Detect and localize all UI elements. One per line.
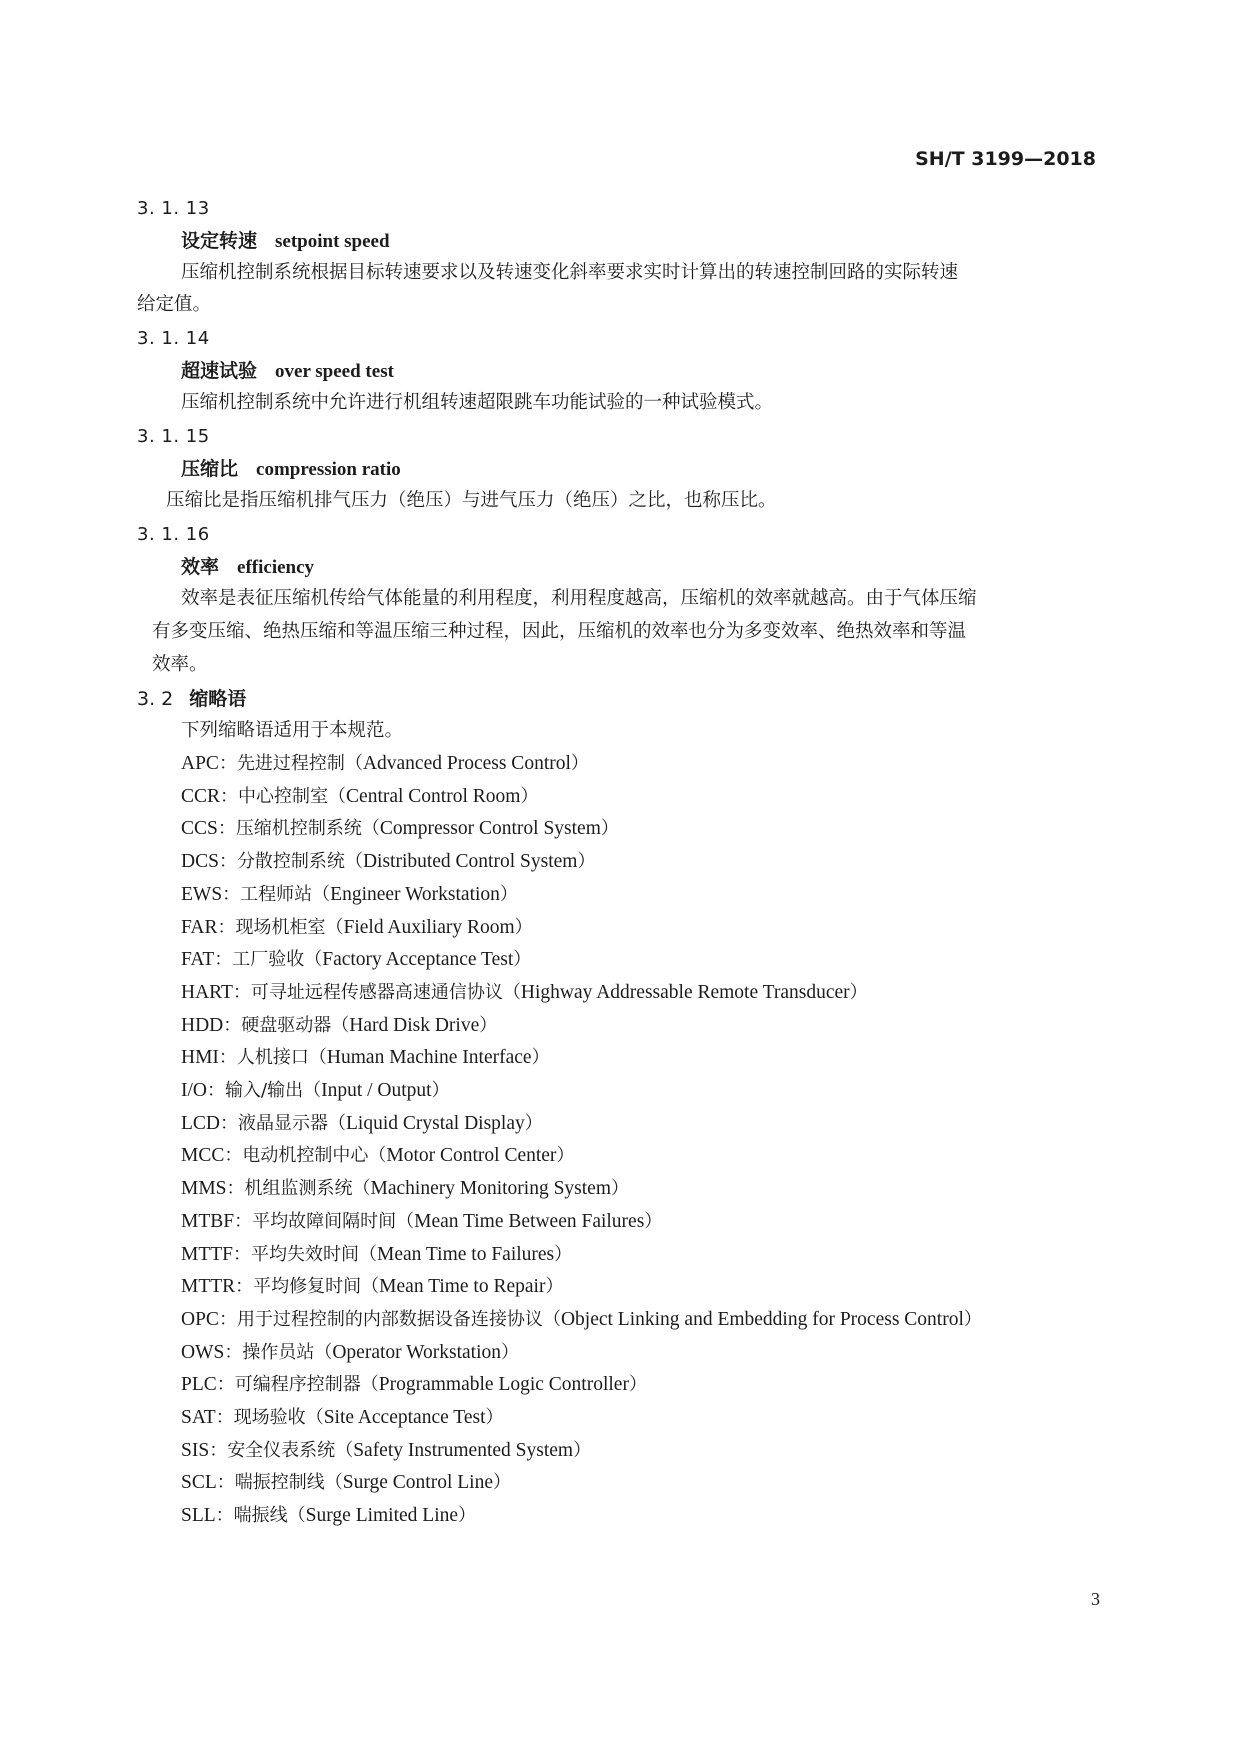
abbreviation-chinese: 现场验收 [233,1407,306,1428]
open-paren: （ [305,1407,324,1428]
abbreviation-entry [181,1114,543,1134]
open-paren: （ [361,1276,380,1297]
open-paren: （ [335,1440,354,1461]
abbreviation-chinese: 可寻址远程传感器高速通信协议 [250,982,503,1003]
abbreviation-code: PLC [181,1374,217,1395]
abbreviation-english: Operator Workstation [332,1342,501,1363]
close-paren: ） [611,1178,630,1199]
abbreviation-code: FAR [181,917,218,938]
close-paren: ） [600,818,619,839]
open-paren: （ [361,818,380,839]
close-paren: ） [531,1047,550,1068]
abbreviation-entry [181,1179,629,1199]
abbreviation-english: Mean Time Between Failures [414,1211,645,1232]
close-paren: ） [431,1080,450,1101]
abbreviation-chinese: 工程师站 [240,884,313,905]
abbreviation-chinese: 中心控制室 [238,786,329,807]
abbreviation-chinese: 平均失效时间 [251,1244,360,1265]
close-paren: ） [577,851,596,872]
close-paren: ） [644,1211,663,1232]
abbreviation-entry [181,1408,504,1428]
abbreviation-chinese: 硬盘驱动器 [241,1015,332,1036]
abbreviation-entry [181,1343,519,1363]
open-paren: （ [542,1309,561,1330]
close-paren: ） [628,1374,647,1395]
close-paren: ） [554,1244,573,1265]
close-paren: ） [570,753,589,774]
definition-line: 给定值。 [137,294,212,315]
abbreviation-english: Object Linking and Embedding for Process Control [560,1309,964,1330]
open-paren: （ [352,1178,371,1199]
term-chinese: 效率 [181,556,220,578]
open-paren: （ [359,1244,378,1265]
abbreviation-english: Surge Control Line [342,1472,493,1493]
abbreviation-english: Factory Acceptance Test [322,949,514,970]
colon-separator: ： [209,1440,228,1461]
abbreviation-english: Field Auxiliary Room [343,917,515,938]
abbreviation-code: SCL [181,1472,217,1493]
close-paren: ） [492,1472,511,1493]
abbreviation-chinese: 输入/输出 [225,1080,304,1101]
close-paren: ） [514,917,533,938]
colon-separator: ： [216,1374,235,1395]
colon-separator: ： [218,1047,237,1068]
standard-code: SH/T 3199—2018 [915,148,1096,170]
abbreviation-english: Central Control Room [346,786,521,807]
open-paren: （ [344,753,363,774]
abbreviation-code: MTTR [181,1276,236,1297]
abbreviation-chinese: 可编程序控制器 [234,1374,361,1395]
close-paren: ） [501,1342,519,1363]
open-paren: （ [502,982,521,1003]
abbreviation-code: CCR [181,786,221,807]
abbreviation-english: Site Acceptance Test [323,1407,486,1428]
open-paren: （ [328,1113,346,1134]
abbreviation-chinese: 平均修复时间 [253,1276,362,1297]
open-paren: （ [368,1145,387,1166]
abbreviation-entry [181,1441,591,1461]
section-intro: 下列缩略语适用于本规范。 [181,720,404,741]
abbreviation-chinese: 电动机控制中心 [242,1145,369,1166]
abbreviation-code: EWS [181,884,223,905]
colon-separator: ： [224,1145,243,1166]
close-paren: ） [524,1113,543,1134]
abbreviation-entry [181,852,595,872]
definition-line: 效率是表征压缩机传给气体能量的利用程度，利用程度越高，压缩机的效率就越高。由于气体压缩 [181,588,977,609]
colon-separator: ： [235,1276,254,1297]
abbreviation-chinese: 操作员站 [242,1342,315,1363]
term-chinese: 超速试验 [181,360,258,382]
abbreviation-chinese: 平均故障间隔时间 [252,1211,397,1232]
abbreviation-code: DCS [181,851,219,872]
close-paren: ） [963,1309,982,1330]
colon-separator: ： [218,1309,237,1330]
abbreviation-chinese: 现场机柜室 [235,917,326,938]
clause-number: 3. 1. 14 [137,328,210,349]
open-paren: （ [331,1015,350,1036]
abbreviation-chinese: 用于过程控制的内部数据设备连接协议 [236,1309,543,1330]
abbreviation-code: HDD [181,1015,224,1036]
definition-line: 有多变压缩、绝热压缩和等温压缩三种过程，因此，压缩机的效率也分为多变效率、绝热效率和等温 [152,621,967,642]
abbreviation-english: Mean Time to Failures [377,1244,555,1265]
abbreviation-entry [181,819,619,839]
abbreviation-entry [181,1212,662,1232]
abbreviation-english: Surge Limited Line [305,1505,459,1526]
abbreviation-english: Machinery Monitoring System [370,1178,612,1199]
abbreviation-chinese: 先进过程控制 [236,753,345,774]
term-heading [181,558,314,577]
close-paren: ） [573,1440,592,1461]
abbreviation-chinese: 工厂验收 [232,949,305,970]
colon-separator: ： [220,1113,238,1134]
abbreviation-code: MCC [181,1145,225,1166]
definition-line: 压缩机控制系统中允许进行机组转速超限跳车功能试验的一种试验模式。 [181,392,774,413]
term-heading [181,232,390,251]
abbreviation-code: I/O [181,1080,207,1101]
colon-separator: ： [215,1505,234,1526]
clause-number: 3. 1. 16 [137,524,210,545]
colon-separator: ： [226,1178,245,1199]
abbreviation-entry [181,1081,450,1101]
abbreviation-english: Advanced Process Control [362,753,571,774]
abbreviation-code: LCD [181,1113,220,1134]
close-paren: ） [513,949,532,970]
definition-line: 效率。 [152,654,208,675]
abbreviation-chinese: 液晶显示器 [238,1113,328,1134]
abbreviation-chinese: 压缩机控制系统 [235,818,362,839]
abbreviation-entry [181,787,538,807]
abbreviation-code: MTTF [181,1244,234,1265]
abbreviation-entry [181,1146,574,1166]
open-paren: （ [396,1211,415,1232]
abbreviation-english: Distributed Control System [362,851,578,872]
abbreviation-code: HART [181,982,233,1003]
colon-separator: ： [216,1472,235,1493]
term-chinese: 压缩比 [181,458,239,480]
colon-separator: ： [217,917,236,938]
abbreviation-code: SAT [181,1407,216,1428]
abbreviation-code: HMI [181,1047,219,1068]
close-paren: ） [545,1276,564,1297]
abbreviation-entry [181,983,868,1003]
term-english: over speed test [275,361,394,382]
colon-separator: ： [222,884,241,905]
abbreviation-entry [181,1506,476,1526]
term-heading [181,362,394,381]
abbreviation-english: Programmable Logic Controller [378,1374,629,1395]
open-paren: （ [308,1047,327,1068]
colon-separator: ： [218,753,237,774]
abbreviation-chinese: 人机接口 [236,1047,309,1068]
open-paren: （ [312,884,331,905]
abbreviation-entry [181,1048,550,1068]
colon-separator: ： [220,786,239,807]
close-paren: ） [849,982,868,1003]
close-paren: ） [485,1407,504,1428]
clause-number: 3. 1. 13 [137,198,210,219]
open-paren: （ [360,1374,379,1395]
section-number: 3. 2 [137,688,174,710]
open-paren: （ [325,917,344,938]
abbreviation-english: Compressor Control System [379,818,601,839]
colon-separator: ： [214,949,233,970]
colon-separator: ： [207,1080,225,1101]
open-paren: （ [304,949,323,970]
colon-separator: ： [215,1407,234,1428]
term-english: efficiency [237,557,315,578]
abbreviation-code: APC [181,753,219,774]
abbreviation-code: MTBF [181,1211,235,1232]
abbreviation-english: Input / Output [321,1080,432,1101]
abbreviation-entry [181,754,589,774]
close-paren: ） [499,884,518,905]
colon-separator: ： [234,1211,253,1232]
term-heading [181,460,401,479]
abbreviation-english: Human Machine Interface [326,1047,532,1068]
abbreviation-code: SLL [181,1505,216,1526]
colon-separator: ： [224,1342,243,1363]
abbreviation-code: OWS [181,1342,225,1363]
close-paren: ） [458,1505,477,1526]
open-paren: （ [303,1080,322,1101]
abbreviation-english: Safety Instrumented System [353,1440,574,1461]
abbreviation-chinese: 喘振线 [233,1505,288,1526]
abbreviation-entry [181,1245,572,1265]
open-paren: （ [344,851,363,872]
abbreviation-english: Engineer Workstation [330,884,500,905]
term-chinese: 设定转速 [181,230,258,252]
open-paren: （ [324,1472,343,1493]
definition-line: 压缩比是指压缩机排气压力（绝压）与进气压力（绝压）之比，也称压比。 [166,490,777,511]
abbreviation-entry [181,950,531,970]
abbreviation-entry [181,1016,497,1036]
abbreviation-english: Hard Disk Drive [349,1015,480,1036]
section-heading [137,690,246,709]
abbreviation-chinese: 安全仪表系统 [227,1440,336,1461]
abbreviation-english: Highway Addressable Remote Transducer [520,982,850,1003]
abbreviation-code: OPC [181,1309,219,1330]
open-paren: （ [314,1342,333,1363]
abbreviation-chinese: 机组监测系统 [244,1178,353,1199]
abbreviation-english: Liquid Crystal Display [346,1113,525,1134]
term-english: compression ratio [256,459,401,480]
abbreviation-chinese: 分散控制系统 [236,851,345,872]
page-number: 3 [1091,1589,1100,1609]
definition-line: 压缩机控制系统根据目标转速要求以及转速变化斜率要求实时计算出的转速控制回路的实际转速 [181,262,959,283]
abbreviation-code: FAT [181,949,215,970]
open-paren: （ [328,786,347,807]
colon-separator: ： [217,818,236,839]
section-title: 缩略语 [189,688,247,710]
close-paren: ） [479,1015,498,1036]
abbreviation-entry [181,1473,511,1493]
colon-separator: ： [223,1015,242,1036]
clause-number: 3. 1. 15 [137,426,210,447]
abbreviation-english: Mean Time to Repair [379,1276,546,1297]
close-paren: ） [520,786,539,807]
abbreviation-code: CCS [181,818,218,839]
abbreviation-code: SIS [181,1440,210,1461]
abbreviation-entry [181,918,533,938]
colon-separator: ： [233,1244,252,1265]
abbreviation-entry [181,885,518,905]
abbreviation-code: MMS [181,1178,227,1199]
open-paren: （ [287,1505,306,1526]
abbreviation-entry [181,1277,563,1297]
close-paren: ） [556,1145,575,1166]
colon-separator: ： [232,982,251,1003]
abbreviation-entry [181,1310,982,1330]
colon-separator: ： [218,851,237,872]
abbreviation-chinese: 喘振控制线 [234,1472,325,1493]
abbreviation-english: Motor Control Center [386,1145,557,1166]
term-english: setpoint speed [275,231,390,252]
abbreviation-entry [181,1375,647,1395]
